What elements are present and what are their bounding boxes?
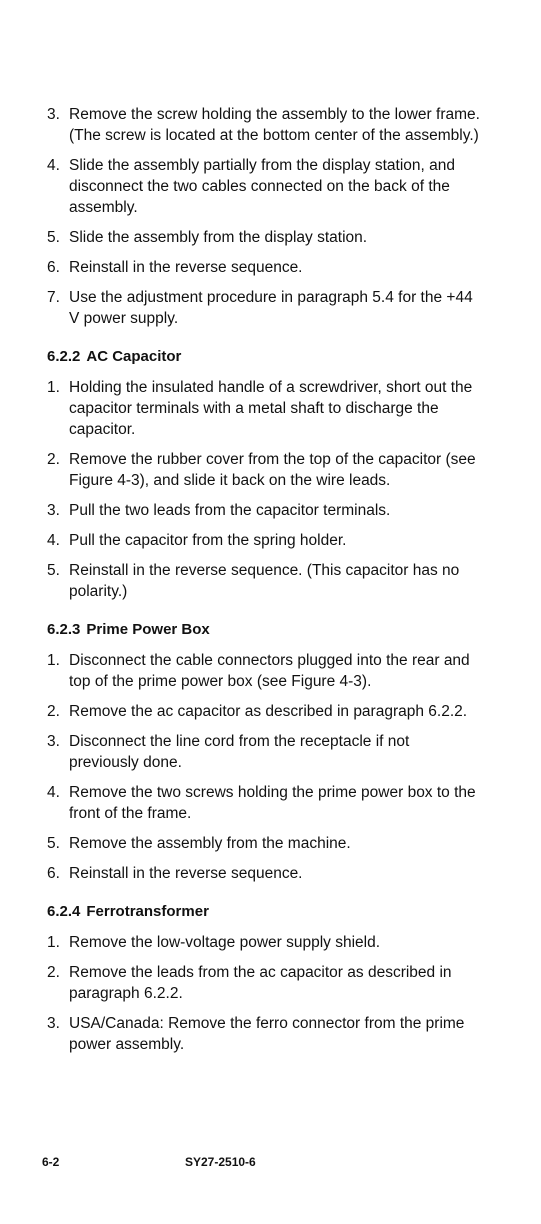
list-item <box>0 287 541 329</box>
step-number: 2. <box>47 451 60 468</box>
page-number: 6-2 <box>42 1155 60 1169</box>
step-text: Use the adjustment procedure in paragraph 5.4 for the +44 V power supply. <box>69 289 473 327</box>
steps-list-ac-capacitor <box>0 377 541 602</box>
list-item <box>0 257 541 278</box>
step-text: Disconnect the cable connectors plugged into the rear and top of the prime power box (see Figure 4-3). <box>69 652 470 690</box>
step-number: 7. <box>47 289 60 306</box>
step-text: Pull the capacitor from the spring holder. <box>69 532 347 549</box>
section-heading-ferrotransformer <box>0 902 541 922</box>
step-number: 5. <box>47 229 60 246</box>
page-content <box>0 104 541 1064</box>
document-id: SY27-2510-6 <box>185 1155 256 1169</box>
steps-list-top <box>0 104 541 329</box>
section-title: Ferrotransformer <box>86 903 209 920</box>
section-number: 6.2.4 <box>47 903 81 920</box>
list-item <box>0 932 541 953</box>
step-text: Remove the ac capacitor as described in paragraph 6.2.2. <box>69 703 468 720</box>
list-item <box>0 731 541 773</box>
step-text: Remove the two screws holding the prime power box to the front of the frame. <box>69 784 476 822</box>
step-text: USA/Canada: Remove the ferro connector from the prime power assembly. <box>69 1015 465 1053</box>
step-text: Remove the assembly from the machine. <box>69 835 351 852</box>
list-item <box>0 650 541 692</box>
section-title: AC Capacitor <box>86 348 182 365</box>
step-text: Disconnect the line cord from the receptacle if not previously done. <box>69 733 410 771</box>
list-item <box>0 377 541 440</box>
section-number: 6.2.3 <box>47 621 81 638</box>
step-number: 1. <box>47 934 60 951</box>
step-number: 4. <box>47 784 60 801</box>
list-item <box>0 863 541 884</box>
step-number: 5. <box>47 835 60 852</box>
step-text: Reinstall in the reverse sequence. <box>69 865 303 882</box>
step-text: Remove the rubber cover from the top of the capacitor (see Figure 4-3), and slide it back on the wire leads. <box>69 451 476 489</box>
step-text: Slide the assembly from the display station. <box>69 229 368 246</box>
section-heading-ac-capacitor <box>0 347 541 367</box>
step-number: 6. <box>47 865 60 882</box>
step-number: 4. <box>47 157 60 174</box>
list-item <box>0 104 541 146</box>
step-number: 3. <box>47 502 60 519</box>
list-item <box>0 962 541 1004</box>
step-number: 2. <box>47 964 60 981</box>
list-item <box>0 833 541 854</box>
step-number: 1. <box>47 379 60 396</box>
list-item <box>0 500 541 521</box>
section-heading-prime-power-box <box>0 620 541 640</box>
section-title: Prime Power Box <box>86 621 210 638</box>
step-text: Remove the leads from the ac capacitor as described in paragraph 6.2.2. <box>69 964 452 1002</box>
step-text: Holding the insulated handle of a screwdriver, short out the capacitor terminals with a metal shaft to discharge the capacitor. <box>69 379 473 438</box>
step-number: 1. <box>47 652 60 669</box>
list-item <box>0 560 541 602</box>
step-number: 2. <box>47 703 60 720</box>
step-text: Pull the two leads from the capacitor terminals. <box>69 502 391 519</box>
step-number: 3. <box>47 1015 60 1032</box>
list-item <box>0 1013 541 1055</box>
step-number: 3. <box>47 733 60 750</box>
step-number: 4. <box>47 532 60 549</box>
step-number: 3. <box>47 106 60 123</box>
list-item <box>0 530 541 551</box>
step-number: 6. <box>47 259 60 276</box>
steps-list-ferrotransformer <box>0 932 541 1055</box>
steps-list-prime-power-box <box>0 650 541 884</box>
list-item <box>0 449 541 491</box>
section-number: 6.2.2 <box>47 348 81 365</box>
step-text: Reinstall in the reverse sequence. <box>69 259 303 276</box>
list-item <box>0 227 541 248</box>
list-item <box>0 155 541 218</box>
list-item <box>0 782 541 824</box>
list-item <box>0 701 541 722</box>
step-text: Slide the assembly partially from the display station, and disconnect the two cables connected on the back of the assembly. <box>69 157 455 216</box>
step-text: Remove the screw holding the assembly to the lower frame. (The screw is located at the bottom center of the assembly.) <box>69 106 480 144</box>
step-number: 5. <box>47 562 60 579</box>
step-text: Remove the low-voltage power supply shield. <box>69 934 381 951</box>
step-text: Reinstall in the reverse sequence. (This capacitor has no polarity.) <box>69 562 460 600</box>
